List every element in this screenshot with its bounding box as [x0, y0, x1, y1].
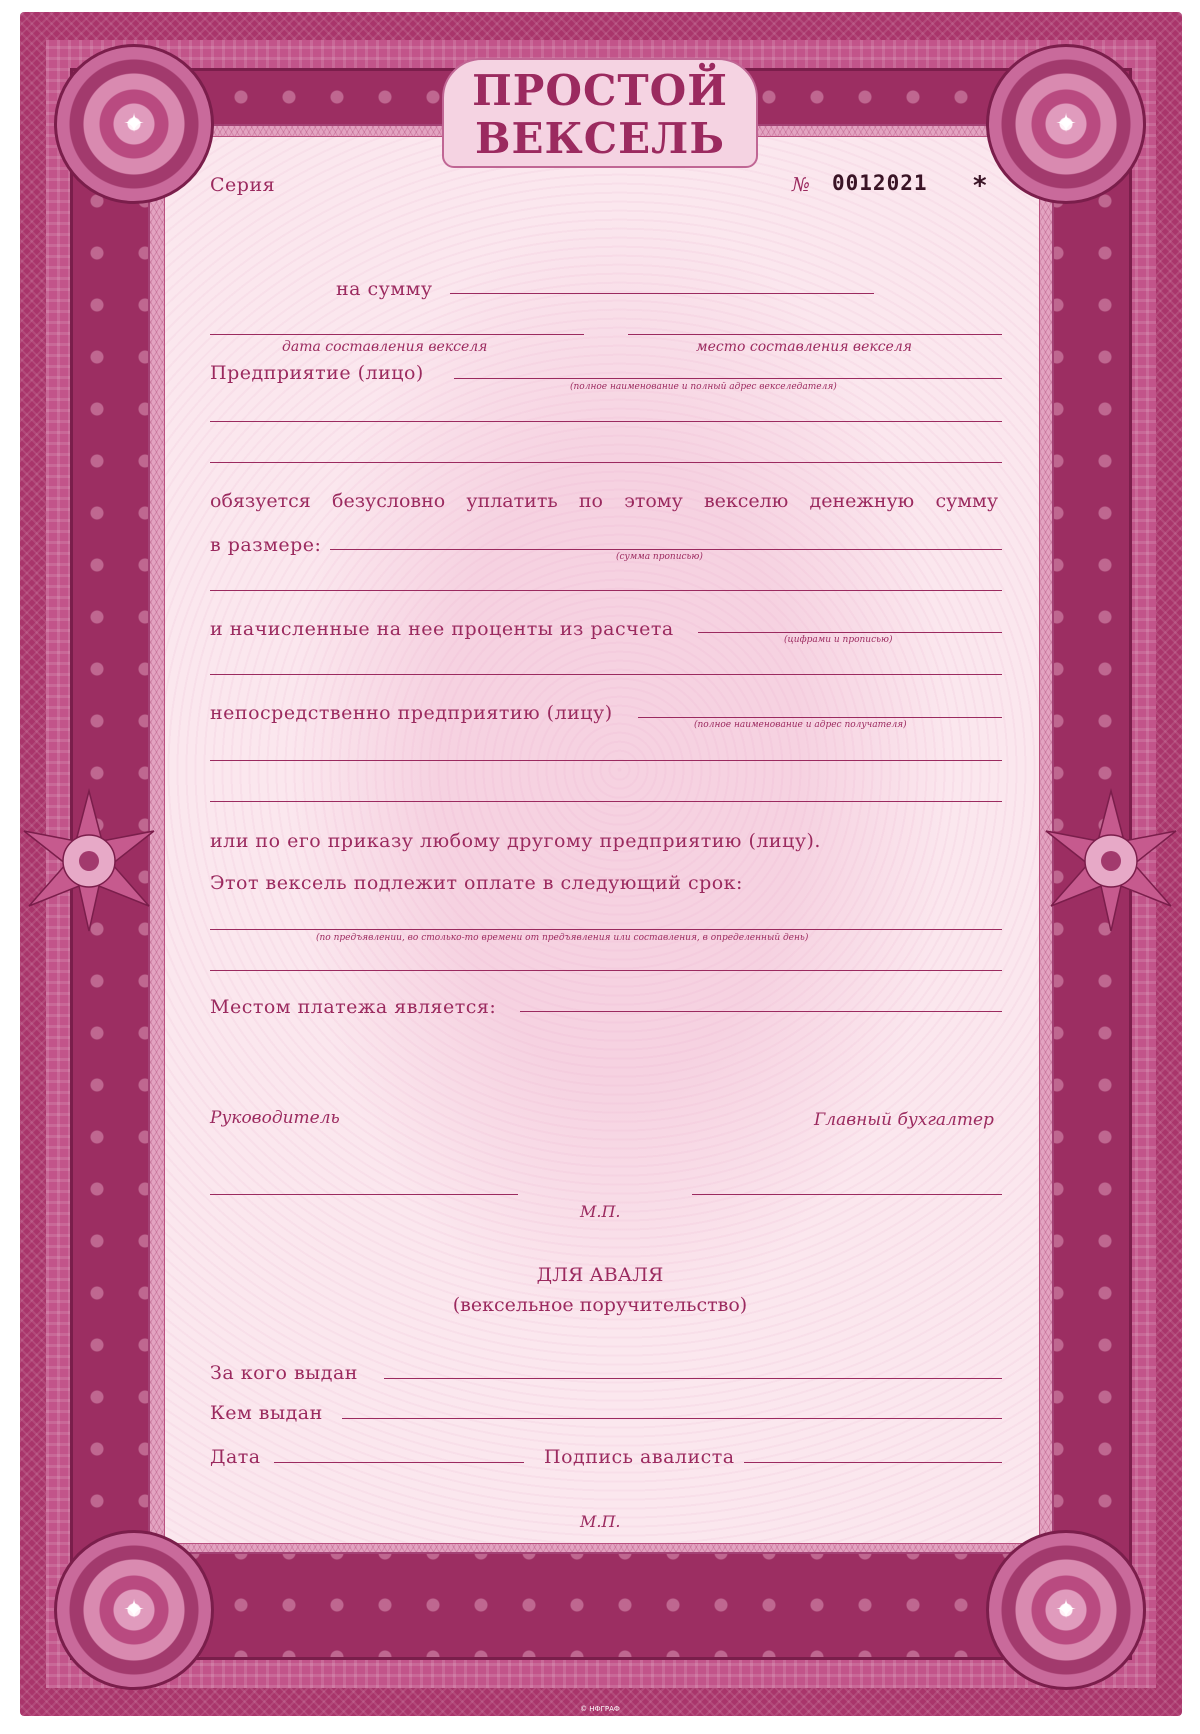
place-caption: место составления векселя	[696, 339, 913, 355]
term-label: Этот вексель подлежит оплате в следующий срок:	[210, 872, 743, 894]
aval-for-whom-line[interactable]	[384, 1378, 1002, 1379]
size-caption: (сумма прописью)	[616, 552, 703, 562]
amount-line[interactable]	[450, 293, 874, 294]
number-sign: №	[792, 174, 811, 196]
date-line[interactable]	[210, 334, 584, 335]
issuer-line-1[interactable]	[454, 378, 1002, 379]
interest-label: и начисленные на нее проценты из расчета	[210, 618, 674, 640]
accountant-signature-line[interactable]	[692, 1194, 1002, 1195]
title-line-1: ПРОСТОЙ	[472, 66, 728, 115]
rosette-top-right-icon	[986, 44, 1146, 204]
seal-label: М.П.	[580, 1202, 621, 1221]
star-mark: *	[972, 171, 989, 201]
aval-date-label: Дата	[210, 1446, 261, 1468]
date-caption: дата составления векселя	[282, 339, 488, 355]
sparkle-star-icon: ✦	[1055, 1595, 1077, 1625]
obligation-text: обязуется безусловно уплатить по этому векселю денежную сумму	[210, 490, 998, 512]
interest-line-1[interactable]	[698, 632, 1002, 633]
payee-caption: (полное наименование и адрес получателя)	[694, 720, 907, 730]
sparkle-star-icon: ✦	[1055, 109, 1077, 139]
interest-line-2[interactable]	[210, 674, 1002, 675]
sparkle-star-icon: ✦	[123, 109, 145, 139]
term-line-2[interactable]	[210, 970, 1002, 971]
size-line-1[interactable]	[330, 549, 1002, 550]
aval-by-whom-line[interactable]	[342, 1418, 1002, 1419]
term-line-1[interactable]	[210, 929, 1002, 930]
accountant-label: Главный бухгалтер	[814, 1110, 994, 1130]
payment-place-label: Местом платежа является:	[210, 996, 497, 1018]
interest-caption: (цифрами и прописью)	[784, 635, 893, 645]
aval-for-whom-label: За кого выдан	[210, 1362, 358, 1384]
issuer-line-2[interactable]	[210, 421, 1002, 422]
term-caption: (по предъявлении, во столько-то времени от предъявления или составления, в определенный день)	[316, 933, 809, 943]
size-line-2[interactable]	[210, 590, 1002, 591]
head-signature-line[interactable]	[210, 1194, 518, 1195]
aval-signature-line[interactable]	[744, 1462, 1002, 1463]
aval-signature-label: Подпись авалиста	[544, 1446, 735, 1468]
payee-line-2[interactable]	[210, 760, 1002, 761]
aval-subtitle: (вексельное поручительство)	[452, 1294, 748, 1316]
place-line[interactable]	[628, 334, 1002, 335]
payee-line-3[interactable]	[210, 801, 1002, 802]
issuer-caption: (полное наименование и полный адрес векселедателя)	[570, 382, 837, 392]
rosette-bottom-left-icon	[54, 1530, 214, 1690]
aval-seal-label: М.П.	[580, 1512, 621, 1531]
size-label: в размере:	[210, 534, 322, 556]
payee-line-1[interactable]	[638, 717, 1002, 718]
issuer-label: Предприятие (лицо)	[210, 362, 424, 384]
rosette-bottom-right-icon	[986, 1530, 1146, 1690]
aval-date-line[interactable]	[274, 1462, 524, 1463]
guilloche-flower-right-icon	[1036, 786, 1186, 936]
rosette-top-left-icon	[54, 44, 214, 204]
aval-title: ДЛЯ АВАЛЯ	[536, 1264, 664, 1286]
issuer-line-3[interactable]	[210, 462, 1002, 463]
order-text: или по его приказу любому другому предприятию (лицу).	[210, 830, 821, 852]
amount-label: на сумму	[336, 278, 433, 300]
aval-by-whom-label: Кем выдан	[210, 1402, 323, 1424]
series-label: Серия	[210, 174, 276, 196]
head-label: Руководитель	[210, 1108, 340, 1128]
printer-mark: © НФГРАФ	[580, 1705, 620, 1713]
payment-place-line[interactable]	[520, 1011, 1002, 1012]
note-number: 0012021	[832, 171, 928, 195]
sparkle-star-icon: ✦	[123, 1595, 145, 1625]
payee-label: непосредственно предприятию (лицу)	[210, 702, 613, 724]
title-line-2: ВЕКСЕЛЬ	[475, 114, 725, 163]
guilloche-flower-left-icon	[14, 786, 164, 936]
